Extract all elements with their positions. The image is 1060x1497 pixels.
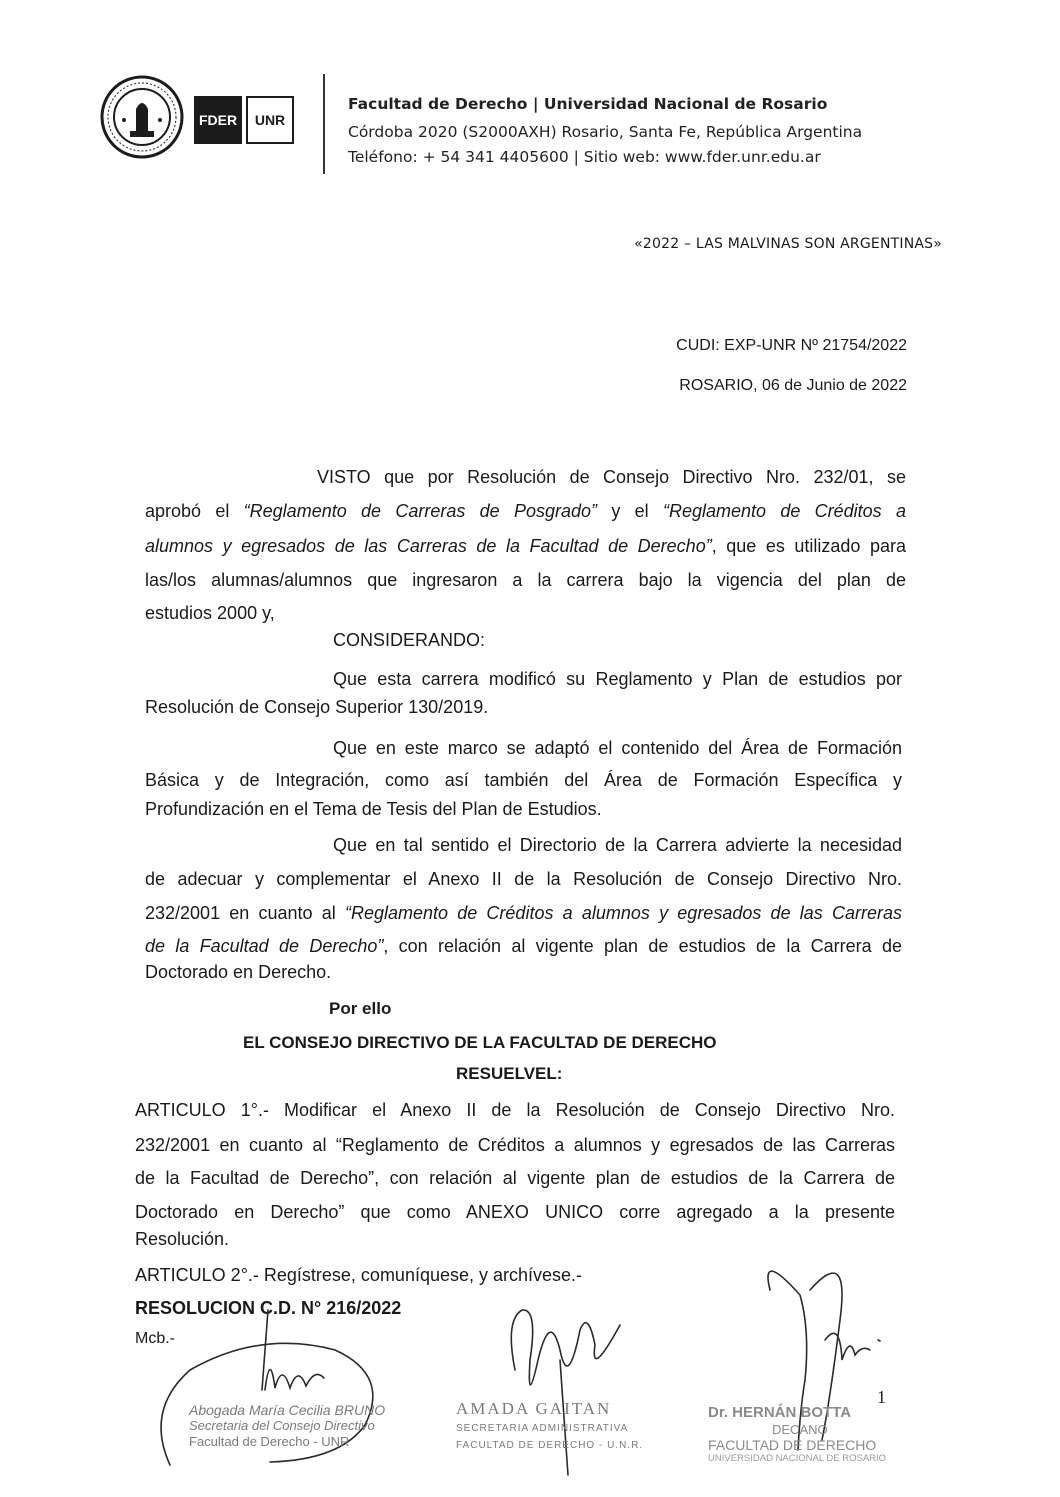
signature-1-name: Abogada María Cecilia BRUNO — [189, 1402, 386, 1418]
resolution-number: RESOLUCION C.D. N° 216/2022 — [135, 1298, 402, 1318]
considerando-p3-line-4: de la Facultad de Derecho”, con relación al vigente plan de estudios de la Carrera de — [145, 936, 902, 956]
article-2: ARTICULO 2°.- Regístrese, comuníquese, y archívese.- — [135, 1265, 583, 1285]
signature-3-institution: FACULTAD DE DERECHO — [708, 1437, 877, 1453]
considerando-p3-line-5: Doctorado en Derecho. — [145, 962, 332, 982]
council-heading: EL CONSEJO DIRECTIVO DE LA FACULTAD DE DERECHO — [243, 1033, 717, 1052]
visto-line-2: aprobó el “Reglamento de Carreras de Posgrado” y el “Reglamento de Créditos a — [145, 501, 906, 521]
initials: Mcb.- — [135, 1330, 175, 1347]
considerando-p2-line-2: Básica y de Integración, como así también del Área de Formación Específica y — [145, 770, 902, 790]
unr-logo: UNR — [246, 96, 294, 144]
expedient-number: CUDI: EXP-UNR Nº 21754/2022 — [676, 337, 907, 354]
resuelve-heading: RESUELVEL: — [456, 1064, 563, 1083]
considerando-p1-line-2: Resolución de Consejo Superior 130/2019. — [145, 697, 489, 717]
fder-logo: FDER — [194, 96, 242, 144]
article-1-line-5: Resolución. — [135, 1229, 230, 1249]
signature-3-name: Dr. HERNÁN BOTTA — [708, 1404, 852, 1421]
considerando-heading: CONSIDERANDO: — [333, 630, 486, 650]
signature-3-university: UNIVERSIDAD NACIONAL DE ROSARIO — [708, 1453, 887, 1464]
document-date: ROSARIO, 06 de Junio de 2022 — [679, 377, 907, 394]
considerando-p3-line-3: 232/2001 en cuanto al “Reglamento de Créditos a alumnos y egresados de las Carreras — [145, 903, 902, 923]
signature-1-role: Secretaria del Consejo Directivo — [189, 1418, 375, 1433]
page-number: 1 — [877, 1387, 886, 1407]
visto-line-3: alumnos y egresados de las Carreras de la Facultad de Derecho”, que es utilizado para — [145, 536, 906, 556]
signature-2-name: AMADA GAITAN — [456, 1399, 612, 1418]
visto-line-4: las/los alumnas/alumnos que ingresaron a la carrera bajo la vigencia del plan de — [145, 570, 906, 590]
institution-contact: Teléfono: + 54 341 4405600 | Sitio web: www.fder.unr.edu.ar — [348, 148, 821, 166]
university-seal-icon — [100, 75, 184, 159]
article-1-line-4: Doctorado en Derecho” que como ANEXO UNICO corre agregado a la presente — [135, 1202, 895, 1222]
considerando-p3-line-1: Que en tal sentido el Directorio de la Carrera advierte la necesidad — [333, 835, 902, 855]
header-divider — [323, 74, 325, 174]
article-1-line-1: ARTICULO 1°.- Modificar el Anexo II de la Resolución de Consejo Directivo Nro. — [135, 1100, 895, 1120]
considerando-p1-line-1: Que esta carrera modificó su Reglamento y Plan de estudios por — [333, 669, 902, 689]
visto-line-1: VISTO que por Resolución de Consejo Directivo Nro. 232/01, se — [317, 467, 906, 487]
considerando-p3-line-2: de adecuar y complementar el Anexo II de la Resolución de Consejo Directivo Nro. — [145, 869, 902, 889]
considerando-p2-line-3: Profundización en el Tema de Tesis del Plan de Estudios. — [145, 799, 602, 819]
institution-address: Córdoba 2020 (S2000AXH) Rosario, Santa Fe, República Argentina — [348, 123, 863, 141]
por-ello: Por ello — [329, 999, 392, 1018]
signature-2-institution: FACULTAD DE DERECHO - U.N.R. — [456, 1440, 644, 1451]
article-1-line-2: 232/2001 en cuanto al “Reglamento de Créditos a alumnos y egresados de las Carreras — [135, 1135, 895, 1155]
visto-line-5: estudios 2000 y, — [145, 603, 275, 623]
year-motto: «2022 – LAS MALVINAS SON ARGENTINAS» — [634, 236, 942, 252]
signature-2-role: SECRETARIA ADMINISTRATIVA — [456, 1423, 629, 1434]
article-1-line-3: de la Facultad de Derecho”, con relación al vigente plan de estudios de la Carrera de — [135, 1168, 895, 1188]
signature-3-role: DECANO — [772, 1422, 828, 1437]
considerando-p2-line-1: Que en este marco se adaptó el contenido del Área de Formación — [333, 738, 902, 758]
institution-name: Facultad de Derecho | Universidad Nacional de Rosario — [348, 95, 828, 113]
signature-1-institution: Facultad de Derecho - UNR — [189, 1434, 350, 1449]
